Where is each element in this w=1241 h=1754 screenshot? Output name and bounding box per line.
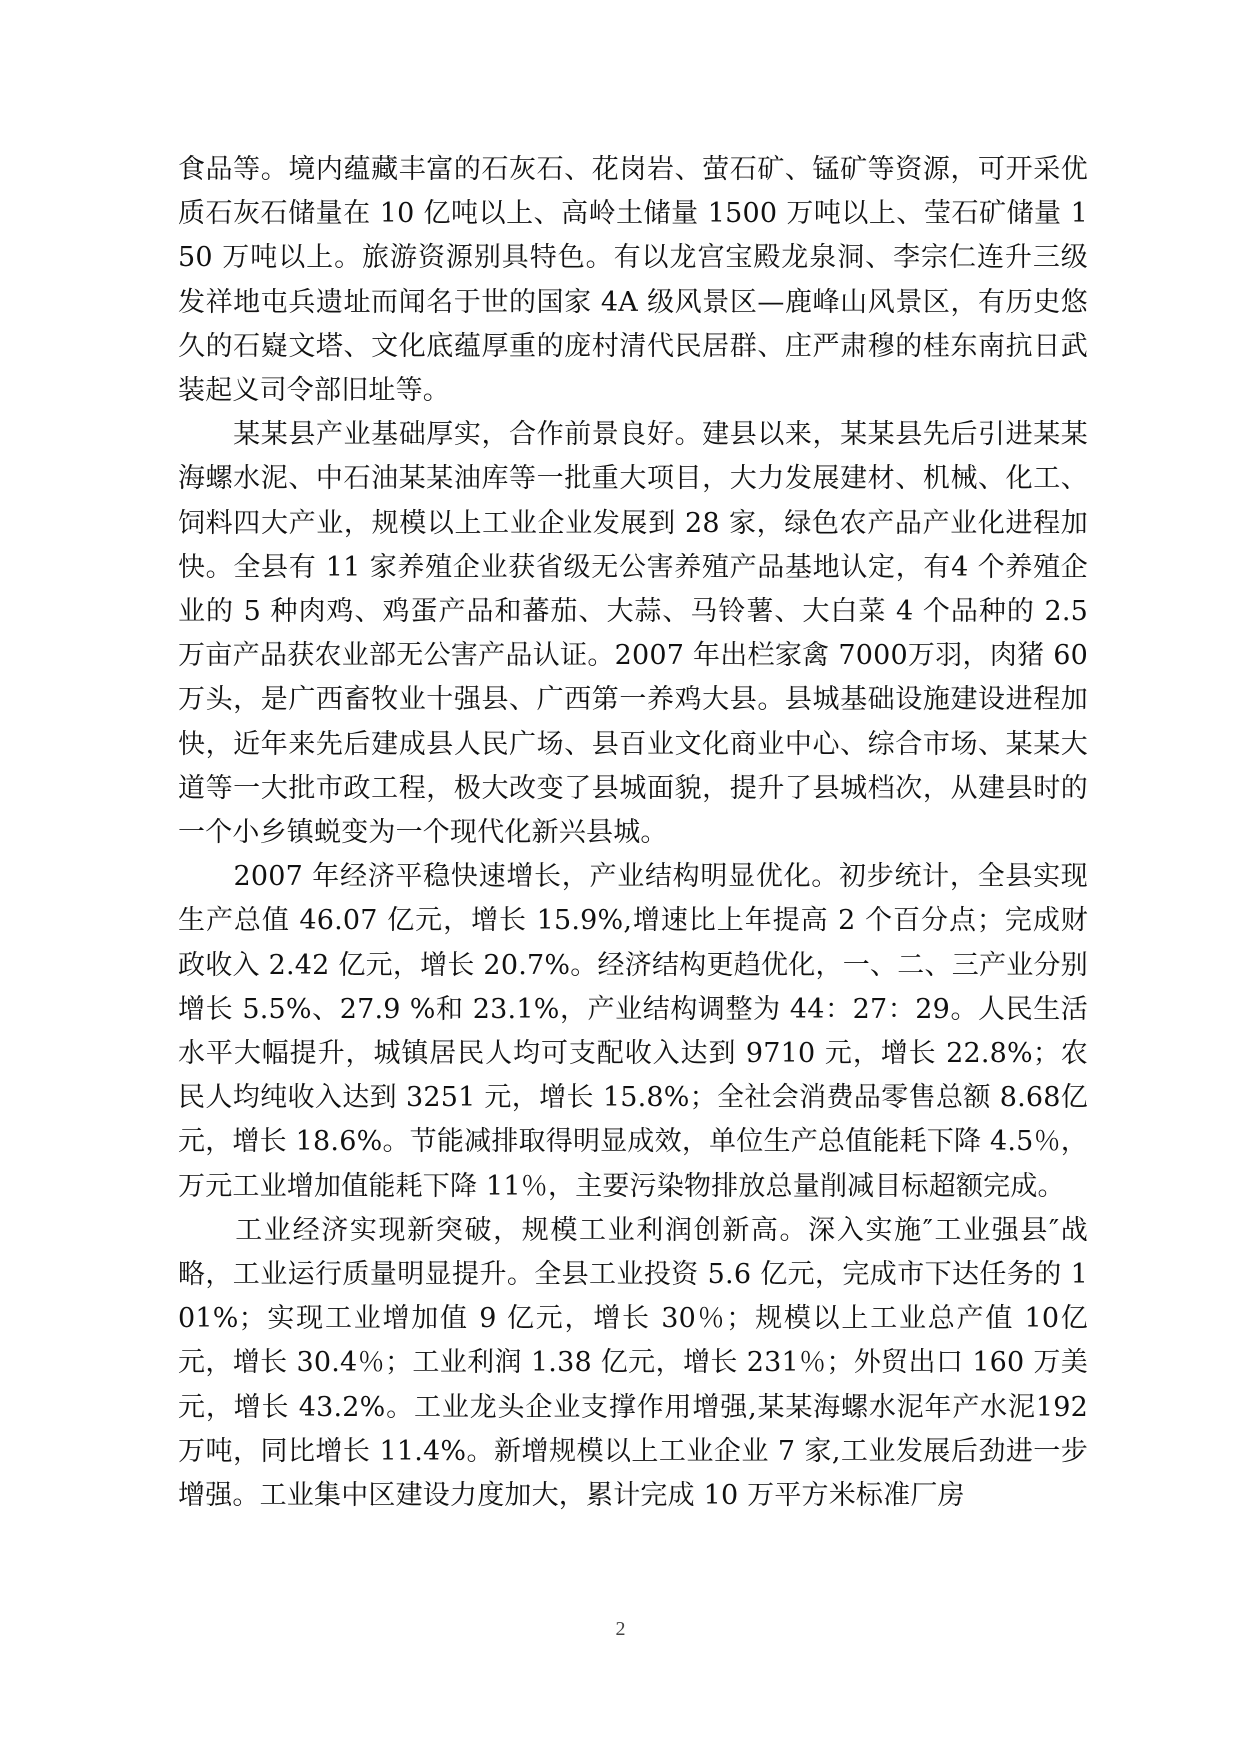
page-number: 2 xyxy=(615,1618,626,1640)
paragraph-resources: 食品等。境内蕴藏丰富的石灰石、花岗岩、萤石矿、锰矿等资源，可开采优质石灰石储量在 10 亿吨以上、高岭土储量 1500 万吨以上、莹石矿储量 150 万吨以上。旅游资源别具特色。有以龙宫宝殿龙泉洞、李宗仁连升三级发祥地屯兵遗址而闻名于世的国家 4A 级风景区—鹿峰山风景区，有历史悠久的石嶷文塔、文化底蕴厚重的庞村清代民居群、庄严肃穆的桂东南抗日武装起义司令部旧址等。 xyxy=(178,154,1088,407)
paragraph-economy-2007: 2007 年经济平稳快速增长，产业结构明显优化。初步统计，全县实现生产总值 46.07 亿元，增长 15.9%,增速比上年提高 2 个百分点；完成财政收入 2.42 亿元，增长 20.7%。经济结构更趋优化，一、二、三产业分别增长 5.5%、27.9 %和 23.1%，产业结构调整为 44：27：29。人民生活水平大幅提升，城镇居民人均可支配收入达到 9710 元，增长 22.8%；农民人均纯收入达到 3251 元，增长 15.8%；全社会消费品零售总额 8.68亿元，增长 18.6%。节能减排取得明显成效，单位生产总值能耗下降 4.5％，万元工业增加值能耗下降 11％，主要污染物排放总量削减目标超额完成。 xyxy=(178,861,1088,1202)
paragraph-industry-foundation: 某某县产业基础厚实，合作前景良好。建县以来，某某县先后引进某某海螺水泥、中石油某某油库等一批重大项目，大力发展建材、机械、化工、饲料四大产业，规模以上工业企业发展到 28 家，绿色农产品产业化进程加快。全县有 11 家养殖企业获省级无公害养殖产品基地认定，有4 个养殖企业的 5 种肉鸡、鸡蛋产品和蕃茄、大蒜、马铃薯、大白菜 4 个品种的 2.5 万亩产品获农业部无公害产品认证。2007 年出栏家禽 7000万羽，肉猪 60 万头，是广西畜牧业十强县、广西第一养鸡大县。县城基础设施建设进程加快，近年来先后建成县人民广场、县百业文化商业中心、综合市场、某某大道等一大批市政工程，极大改变了县城面貌，提升了县城档次，从建县时的一个小乡镇蜕变为一个现代化新兴县城。 xyxy=(178,419,1088,849)
document-body xyxy=(178,148,1088,1518)
paragraph-industrial-economy: 工业经济实现新突破，规模工业利润创新高。深入实施″工业强县″战略，工业运行质量明显提升。全县工业投资 5.6 亿元，完成市下达任务的 101%；实现工业增加值 9 亿元，增长 30％；规模以上工业总产值 10亿元，增长 30.4％；工业利润 1.38 亿元，增长 231％；外贸出口 160 万美元，增长 43.2%。工业龙头企业支撑作用增强,某某海螺水泥年产水泥192 万吨，同比增长 11.4%。新增规模以上工业企业 7 家,工业发展后劲进一步增强。工业集中区建设力度加大，累计完成 10 万平方米标准厂房 xyxy=(178,1214,1088,1512)
